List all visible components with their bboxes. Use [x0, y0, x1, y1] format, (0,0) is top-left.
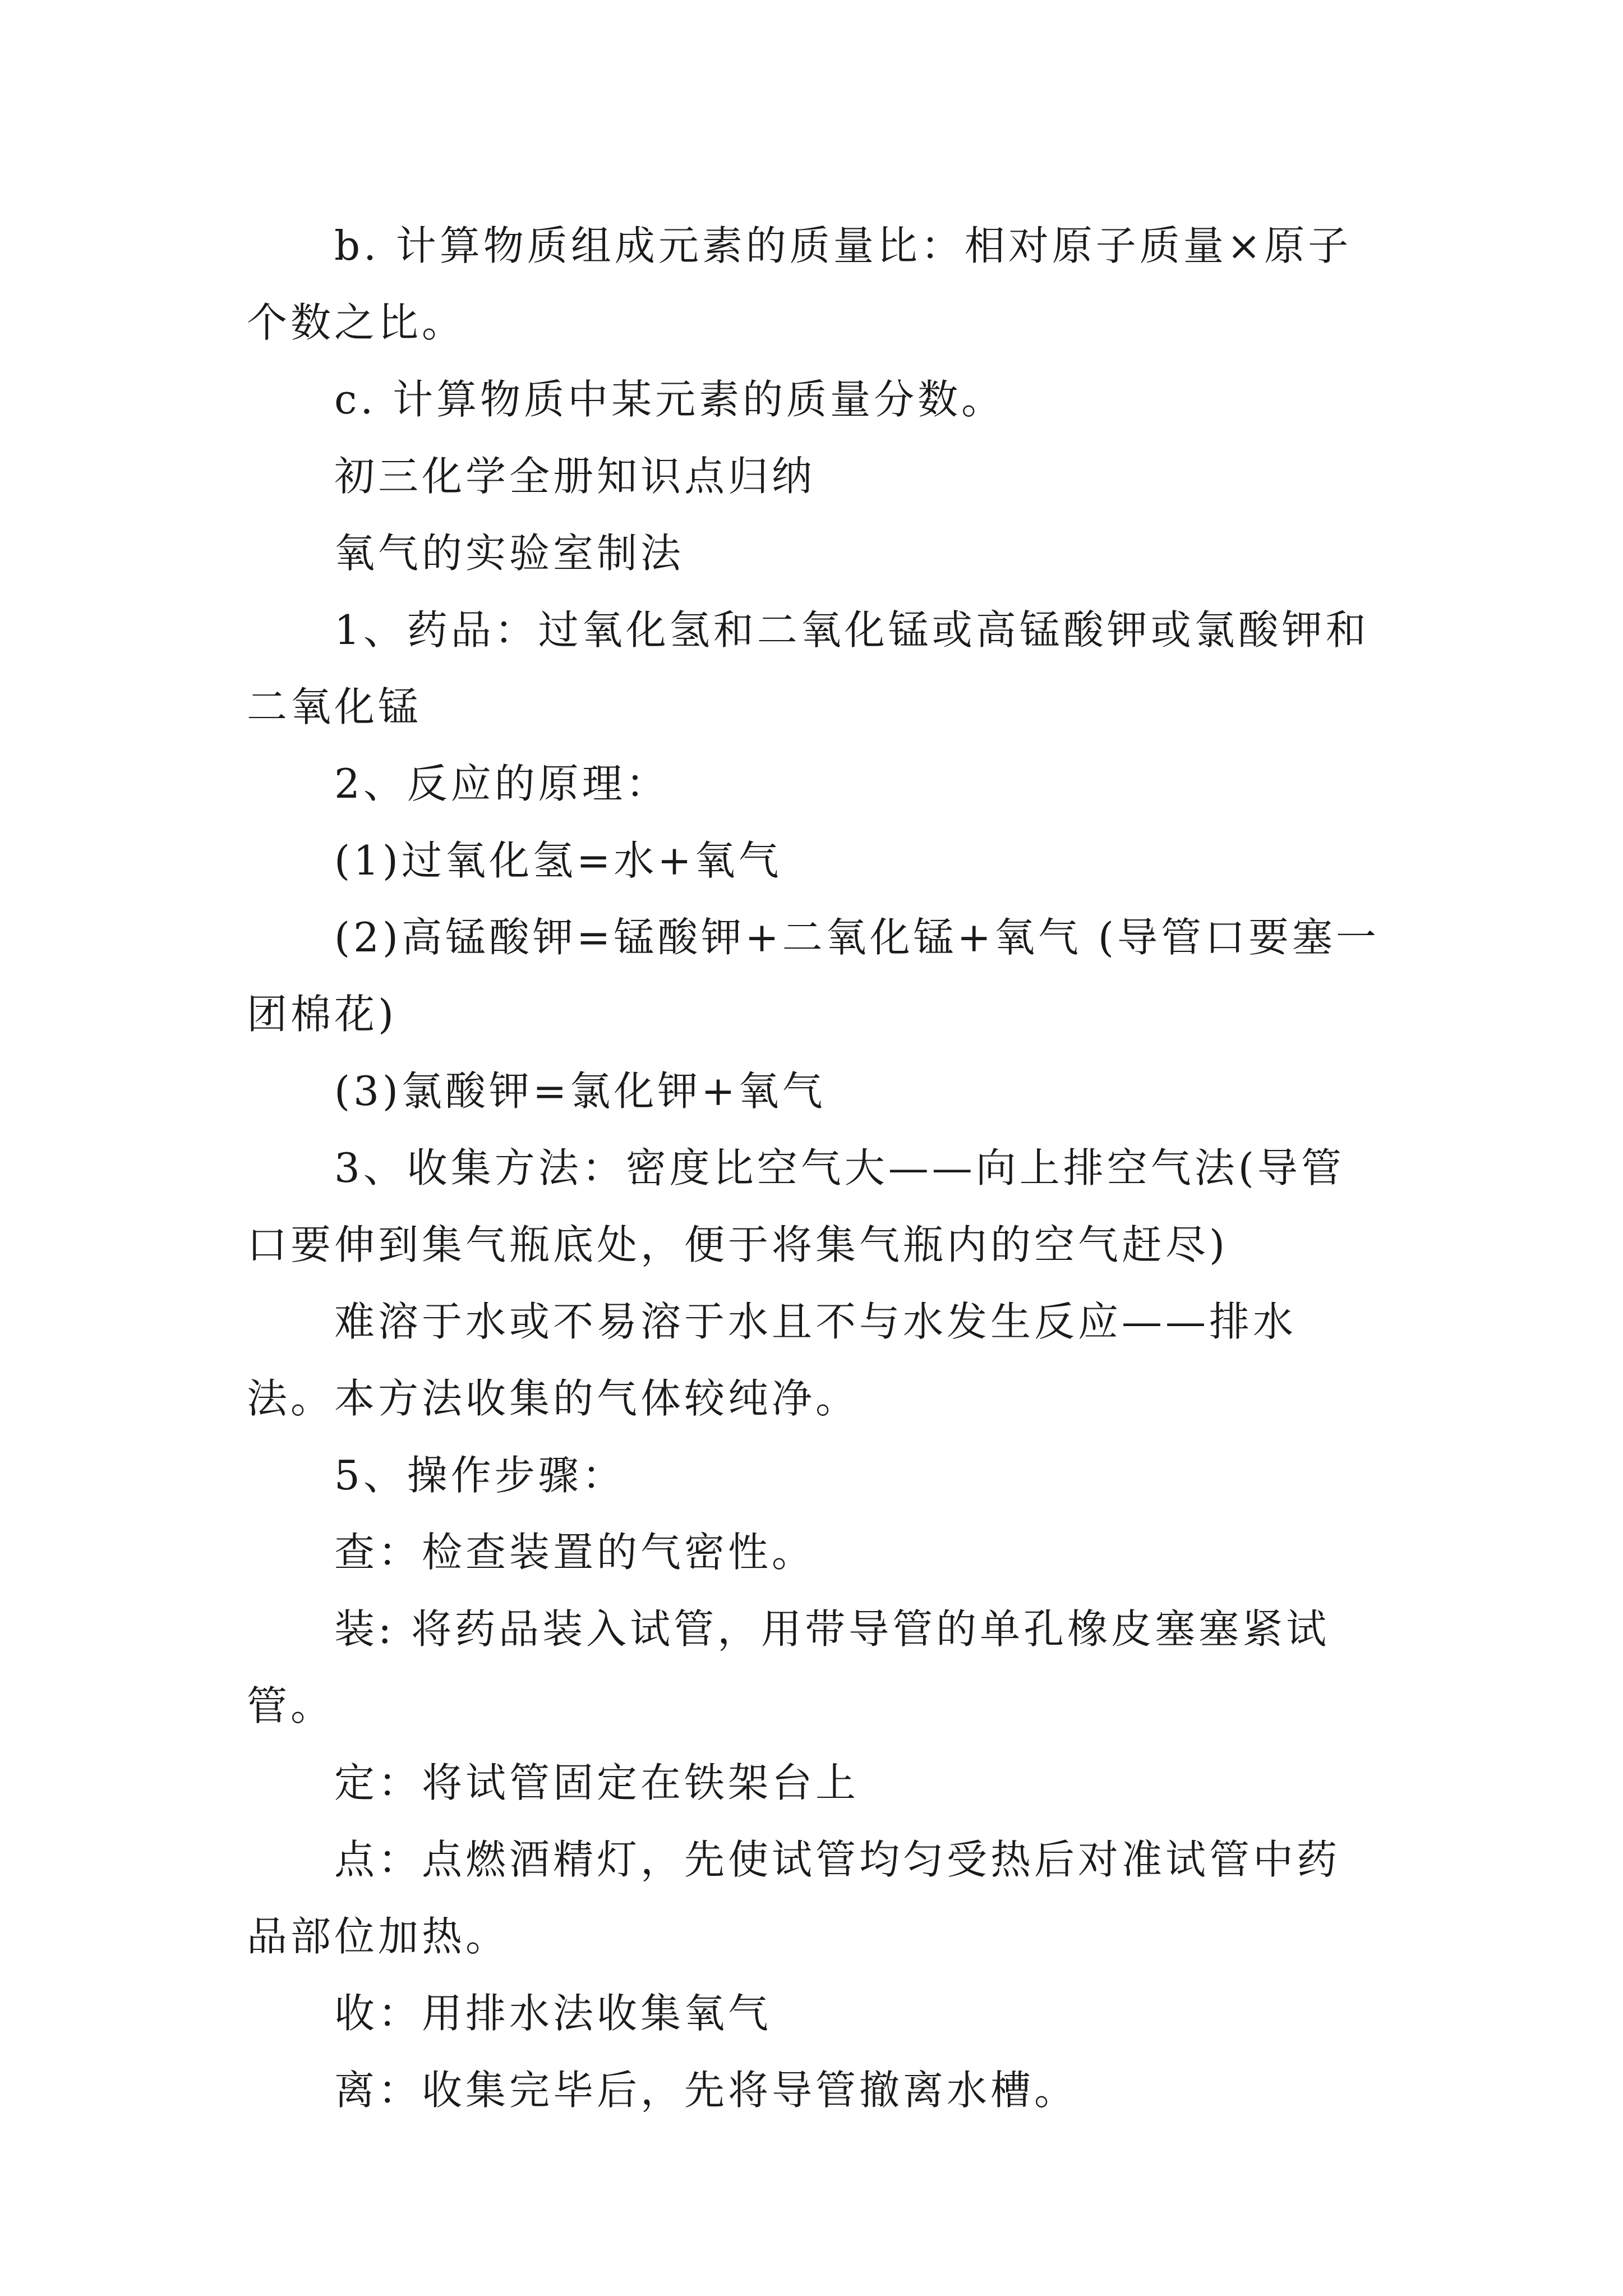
paragraph-mass-ratio: b. 计算物质组成元素的质量比：相对原子质量×原子个数之比。 — [247, 222, 1352, 346]
paragraph-step-remove: 离：收集完毕后，先将导管撤离水槽。 — [334, 2067, 1078, 2114]
paragraph-water-displacement: 难溶于水或不易溶于水且不与水发生反应——排水法。本方法收集的气体较纯净。 — [247, 1298, 1297, 1422]
document-body — [247, 208, 1380, 2129]
paragraph-principle-heading: 2、反应的原理： — [334, 760, 670, 807]
paragraph-step-load: 装: 将药品装入试管，用带导管的单孔橡皮塞塞紧试管。 — [247, 1605, 1330, 1729]
paragraph-step-collect: 收：用排水法收集氧气 — [334, 1990, 772, 2037]
paragraph-step-fix: 定：将试管固定在铁架台上 — [334, 1759, 860, 1806]
paragraph-reaction-3: (3)氯酸钾=氯化钾+氧气 — [334, 1068, 826, 1115]
paragraph-step-check: 查：检查装置的气密性。 — [334, 1529, 816, 1576]
paragraph-reaction-2: (2)高锰酸钾=锰酸钾+二氧化锰+氧气 (导管口要塞一团棉花) — [247, 914, 1380, 1038]
paragraph-steps-heading: 5、操作步骤： — [334, 1452, 626, 1499]
paragraph-step-ignite: 点：点燃酒精灯，先使试管均匀受热后对准试管中药品部位加热。 — [247, 1836, 1341, 1960]
paragraph-reaction-1: (1)过氧化氢=水+氧气 — [334, 837, 782, 884]
paragraph-reagents: 1、药品：过氧化氢和二氧化锰或高锰酸钾或氯酸钾和二氧化锰 — [247, 606, 1370, 730]
paragraph-mass-fraction: c. 计算物质中某元素的质量分数。 — [334, 376, 1006, 423]
paragraph-collection-method: 3、收集方法：密度比空气大——向上排空气法(导管口要伸到集气瓶底处，便于将集气瓶内的空气赶尽) — [247, 1144, 1345, 1268]
section-title: 初三化学全册知识点归纳 — [334, 453, 816, 500]
subsection-title: 氧气的实验室制法 — [334, 530, 685, 577]
